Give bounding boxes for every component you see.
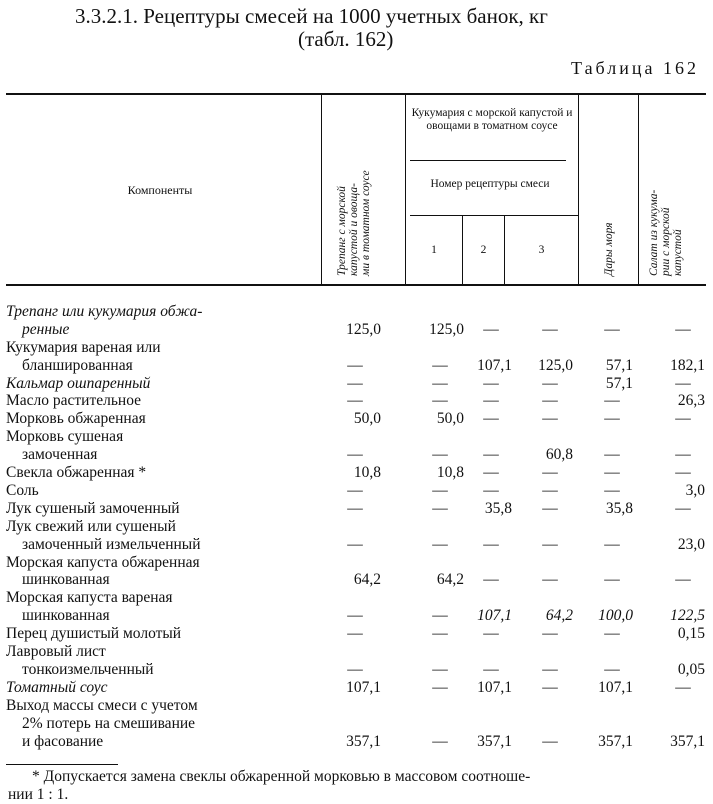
recipe-table-body <box>6 303 706 750</box>
cell-value: 357,1 <box>477 732 512 750</box>
kukumaria-group-header: Кукумария с морской капустой и овощами в томатном соусе <box>411 107 573 132</box>
cell-value: — <box>604 571 620 589</box>
row-label: шинкованная <box>22 607 110 625</box>
cell-value: 107,1 <box>346 678 381 696</box>
cell-value: 60,8 <box>545 446 573 464</box>
group-header-rule <box>410 160 566 161</box>
cell-value: — <box>432 625 448 643</box>
cell-value: 107,1 <box>477 356 512 374</box>
cell-value: — <box>347 499 363 517</box>
table-top-rule <box>6 93 706 95</box>
cell-value: 107,1 <box>477 607 512 625</box>
cell-value: 357,1 <box>346 732 381 750</box>
cell-value: 182,1 <box>670 356 705 374</box>
cell-value: 107,1 <box>477 678 512 696</box>
cell-value: — <box>483 410 499 428</box>
cell-value: — <box>483 625 499 643</box>
cell-value: — <box>542 392 558 410</box>
cell-value: 64,2 <box>353 571 381 589</box>
cell-value: — <box>675 374 691 392</box>
components-header: Компоненты <box>127 183 193 197</box>
cell-value: — <box>675 678 691 696</box>
cell-value: — <box>604 392 620 410</box>
cell-value: — <box>483 320 499 338</box>
column-divider <box>578 94 579 284</box>
row-label: замоченный измельченный <box>22 535 201 553</box>
recipe-number-header: Номер рецептуры смеси <box>430 178 550 190</box>
table-row <box>6 679 706 697</box>
cell-value: 107,1 <box>598 678 633 696</box>
trepang-column-header: Трепанг с морской капустой и овоща- ми в томатном соусе <box>336 170 372 276</box>
cell-value: — <box>432 678 448 696</box>
cell-value: — <box>604 464 620 482</box>
row-label: Трепанг или кукумария обжа- <box>6 303 203 320</box>
recipe-2-header: 2 <box>480 244 487 256</box>
cell-value: — <box>542 660 558 678</box>
table-row <box>6 697 706 751</box>
recipe-number-rule <box>410 215 578 216</box>
cell-value: 357,1 <box>598 732 633 750</box>
cell-value: — <box>542 481 558 499</box>
table-row <box>6 518 706 554</box>
cell-value: — <box>542 464 558 482</box>
cell-value: — <box>483 535 499 553</box>
recipe-3-header: 3 <box>538 244 545 256</box>
table-row <box>6 392 706 410</box>
cell-value: — <box>542 410 558 428</box>
cell-value: — <box>347 535 363 553</box>
cell-value: 10,8 <box>353 464 381 482</box>
cell-value: — <box>347 446 363 464</box>
section-subtitle: (табл. 162) <box>298 27 394 51</box>
cell-value: 50,0 <box>353 410 381 428</box>
row-label: Томатный соус <box>6 678 108 696</box>
cell-value: — <box>432 732 448 750</box>
cell-value: — <box>675 464 691 482</box>
cell-value: — <box>604 660 620 678</box>
cell-value: — <box>542 499 558 517</box>
table-row <box>6 589 706 625</box>
cell-value: — <box>675 320 691 338</box>
column-divider <box>638 94 639 284</box>
table-row <box>6 625 706 643</box>
cell-value: — <box>432 392 448 410</box>
table-row <box>6 375 706 393</box>
cell-value: — <box>604 320 620 338</box>
cell-value: — <box>347 481 363 499</box>
recipe-1-header: 1 <box>431 244 437 256</box>
cell-value: — <box>542 320 558 338</box>
cell-value: — <box>432 374 448 392</box>
cell-value: — <box>483 374 499 392</box>
cell-value: — <box>542 535 558 553</box>
table-row <box>6 643 706 679</box>
row-label: 2% потерь на смешивание <box>22 714 196 732</box>
cell-value: 125,0 <box>346 320 381 338</box>
cell-value: 0,15 <box>677 625 705 643</box>
section-title: 3.3.2.1. Рецептуры смесей на 1000 учетных банок, кг <box>75 4 548 28</box>
cell-value: — <box>347 374 363 392</box>
table-row <box>6 410 706 428</box>
cell-value: 64,2 <box>545 607 573 625</box>
cell-value: — <box>675 410 691 428</box>
row-label: замоченная <box>22 446 98 464</box>
cell-value: — <box>542 374 558 392</box>
footnote-rule <box>6 764 118 765</box>
cell-value: 50,0 <box>436 410 464 428</box>
row-label: Свекла обжаренная * <box>6 464 147 482</box>
cell-value: 35,8 <box>484 499 512 517</box>
cell-value: — <box>483 660 499 678</box>
row-label: Морская капуста обжаренная <box>6 553 200 571</box>
cell-value: — <box>604 481 620 499</box>
cell-value: — <box>483 571 499 589</box>
cell-value: 23,0 <box>677 535 705 553</box>
table-label: Таблица 162 <box>571 58 699 78</box>
row-label: Перец душистый молотый <box>6 625 182 643</box>
cell-value: — <box>483 464 499 482</box>
cell-value: — <box>432 481 448 499</box>
row-label: тонкоизмельченный <box>22 660 154 678</box>
cell-value: — <box>347 607 363 625</box>
cell-value: 35,8 <box>605 499 633 517</box>
table-row <box>6 339 706 375</box>
cell-value: 125,0 <box>429 320 464 338</box>
cell-value: 125,0 <box>538 356 573 374</box>
cell-value: — <box>347 660 363 678</box>
row-label: бланшированная <box>22 356 133 374</box>
cell-value: — <box>604 446 620 464</box>
header-bottom-rule <box>6 284 706 286</box>
cell-value: — <box>542 625 558 643</box>
row-label: и фасование <box>22 732 104 750</box>
cell-value: — <box>675 499 691 517</box>
row-label: Кукумария вареная или <box>6 338 161 356</box>
cell-value: — <box>347 392 363 410</box>
cell-value: — <box>604 410 620 428</box>
table-row <box>6 482 706 500</box>
table-row <box>6 464 706 482</box>
row-label: Морская капуста вареная <box>6 589 173 607</box>
row-label: Выход массы смеси с учетом <box>6 696 198 714</box>
row-label: Соль <box>6 481 39 499</box>
row-label: Кальмар ошпаренный <box>6 374 151 392</box>
cell-value: — <box>483 481 499 499</box>
row-label: Масло растительное <box>6 392 142 410</box>
table-row <box>6 500 706 518</box>
cell-value: — <box>432 356 448 374</box>
cell-value: 64,2 <box>436 571 464 589</box>
cell-value: — <box>542 678 558 696</box>
column-divider <box>321 94 322 284</box>
row-label: Морковь сушеная <box>6 428 124 446</box>
row-label: Лавровый лист <box>6 643 106 661</box>
cell-value: 10,8 <box>436 464 464 482</box>
footnote-line: * Допускается замена свеклы обжаренной морковью в массовом соотноше- <box>32 768 531 785</box>
cell-value: 57,1 <box>605 356 633 374</box>
cell-value: 0,05 <box>677 660 705 678</box>
dary-morya-header: Дары моря <box>603 222 615 276</box>
row-label: ренные <box>22 320 70 338</box>
cell-value: — <box>542 571 558 589</box>
cell-value: — <box>483 446 499 464</box>
cell-value: — <box>483 392 499 410</box>
cell-value: 57,1 <box>605 374 633 392</box>
cell-value: — <box>432 446 448 464</box>
footnote <box>8 768 708 804</box>
table-row <box>6 303 706 339</box>
footnote-line: нии 1 : 1. <box>8 786 69 803</box>
row-label: шинкованная <box>22 571 110 589</box>
row-label: Лук сушеный замоченный <box>6 499 180 517</box>
cell-value: — <box>432 660 448 678</box>
cell-value: — <box>604 535 620 553</box>
row-label: Лук свежий или сушеный <box>6 517 176 535</box>
cell-value: — <box>347 356 363 374</box>
cell-value: 122,5 <box>670 607 705 625</box>
cell-value: — <box>675 571 691 589</box>
table-row <box>6 428 706 464</box>
row-label: Морковь обжаренная <box>6 410 146 428</box>
cell-value: 26,3 <box>677 392 705 410</box>
cell-value: — <box>432 499 448 517</box>
cell-value: — <box>542 732 558 750</box>
cell-value: 100,0 <box>598 607 633 625</box>
cell-value: — <box>604 625 620 643</box>
cell-value: — <box>675 446 691 464</box>
table-row <box>6 554 706 590</box>
cell-value: — <box>432 607 448 625</box>
salat-column-header: Салат из кукума- рии с морской капустой <box>648 189 684 276</box>
cell-value: — <box>347 625 363 643</box>
cell-value: — <box>432 535 448 553</box>
cell-value: 3,0 <box>685 481 705 499</box>
cell-value: 357,1 <box>670 732 705 750</box>
